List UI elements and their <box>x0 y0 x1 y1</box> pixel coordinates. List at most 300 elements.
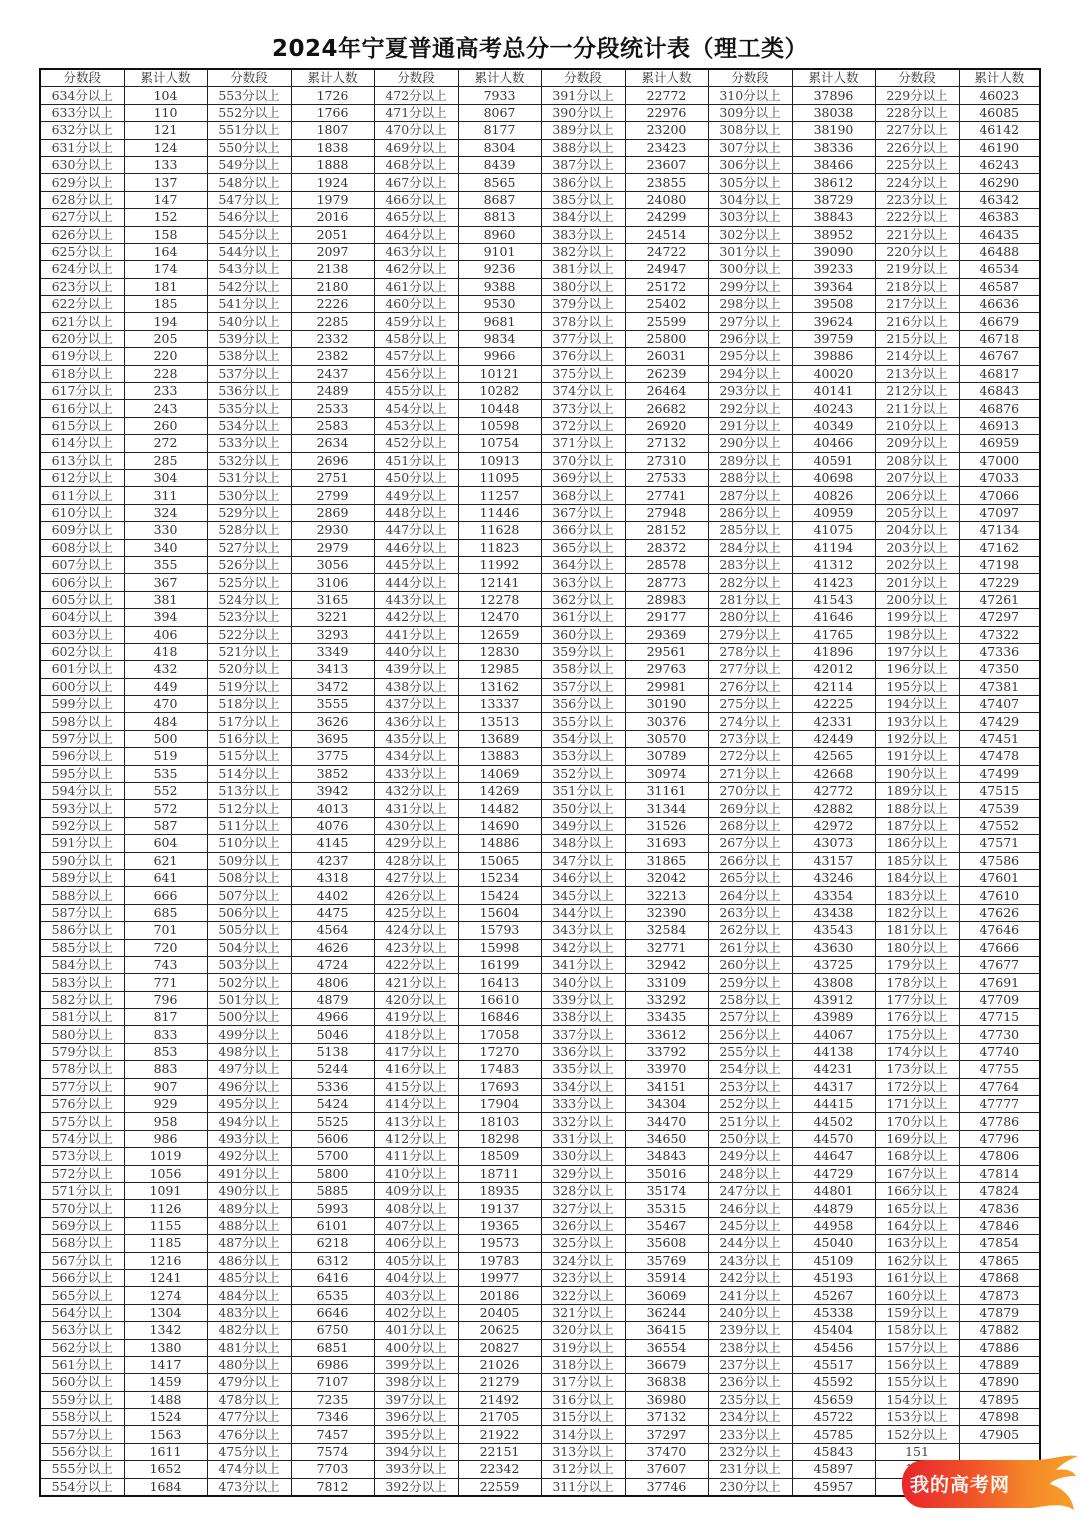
score-cell: 529分以上 <box>207 504 291 521</box>
cumulative-count-cell: 853 <box>124 1043 207 1060</box>
table-body <box>40 87 1040 1496</box>
score-cell: 209分以上 <box>875 435 959 452</box>
cumulative-count-cell: 47478 <box>959 748 1040 765</box>
score-cell: 334分以上 <box>541 1078 625 1095</box>
score-cell: 494分以上 <box>207 1113 291 1130</box>
score-cell: 396分以上 <box>374 1409 458 1426</box>
cumulative-count-cell: 37297 <box>625 1426 708 1443</box>
score-cell: 593分以上 <box>40 800 124 817</box>
score-cell: 469分以上 <box>374 139 458 156</box>
cumulative-count-cell: 1611 <box>124 1443 207 1460</box>
table-row <box>40 1356 1040 1373</box>
cumulative-count-cell: 34151 <box>625 1078 708 1095</box>
cumulative-count-cell: 958 <box>124 1113 207 1130</box>
cumulative-count-cell: 12278 <box>458 591 541 608</box>
cumulative-count-cell: 1216 <box>124 1252 207 1269</box>
cumulative-count-cell: 4564 <box>291 922 374 939</box>
cumulative-count-cell: 43157 <box>792 852 875 869</box>
cumulative-count-cell: 701 <box>124 922 207 939</box>
cumulative-count-cell: 31693 <box>625 835 708 852</box>
score-cell: 565分以上 <box>40 1287 124 1304</box>
score-cell: 363分以上 <box>541 574 625 591</box>
score-cell: 590分以上 <box>40 852 124 869</box>
cumulative-count-cell: 28372 <box>625 539 708 556</box>
score-cell: 230分以上 <box>708 1478 792 1496</box>
table-row <box>40 643 1040 660</box>
cumulative-count-cell: 6851 <box>291 1339 374 1356</box>
cumulative-count-cell: 44502 <box>792 1113 875 1130</box>
score-cell: 470分以上 <box>374 122 458 139</box>
cumulative-count-cell: 572 <box>124 800 207 817</box>
cumulative-count-cell: 47905 <box>959 1426 1040 1443</box>
score-cell: 328分以上 <box>541 1183 625 1200</box>
score-cell: 212分以上 <box>875 383 959 400</box>
score-cell: 582分以上 <box>40 991 124 1008</box>
cumulative-count-cell: 22772 <box>625 87 708 104</box>
cumulative-count-cell: 27533 <box>625 469 708 486</box>
cumulative-count-cell: 5800 <box>291 1165 374 1182</box>
header-score-range: 分数段 <box>207 69 291 87</box>
table-row <box>40 1443 1040 1460</box>
score-cell: 309分以上 <box>708 104 792 121</box>
score-cell: 327分以上 <box>541 1200 625 1217</box>
score-cell: 385分以上 <box>541 191 625 208</box>
score-cell: 542分以上 <box>207 278 291 295</box>
cumulative-count-cell: 104 <box>124 87 207 104</box>
cumulative-count-cell: 47261 <box>959 591 1040 608</box>
table-row <box>40 1426 1040 1443</box>
cumulative-count-cell: 304 <box>124 469 207 486</box>
score-cell: 626分以上 <box>40 226 124 243</box>
score-cell: 339分以上 <box>541 991 625 1008</box>
score-cell: 261分以上 <box>708 939 792 956</box>
cumulative-count-cell: 43354 <box>792 887 875 904</box>
cumulative-count-cell: 24947 <box>625 261 708 278</box>
cumulative-count-cell: 38190 <box>792 122 875 139</box>
score-cell: 345分以上 <box>541 887 625 904</box>
cumulative-count-cell: 174 <box>124 261 207 278</box>
score-cell: 290分以上 <box>708 435 792 452</box>
score-cell: 250分以上 <box>708 1130 792 1147</box>
cumulative-count-cell: 46959 <box>959 435 1040 452</box>
cumulative-count-cell: 40141 <box>792 383 875 400</box>
cumulative-count-cell: 20625 <box>458 1322 541 1339</box>
cumulative-count-cell: 47889 <box>959 1356 1040 1373</box>
score-cell: 600分以上 <box>40 678 124 695</box>
table-row <box>40 1478 1040 1496</box>
cumulative-count-cell: 39090 <box>792 243 875 260</box>
score-cell: 534分以上 <box>207 417 291 434</box>
cumulative-count-cell: 7457 <box>291 1426 374 1443</box>
cumulative-count-cell: 45843 <box>792 1443 875 1460</box>
table-row <box>40 887 1040 904</box>
score-cell: 615分以上 <box>40 417 124 434</box>
cumulative-count-cell: 1155 <box>124 1217 207 1234</box>
score-cell: 167分以上 <box>875 1165 959 1182</box>
cumulative-count-cell: 39508 <box>792 296 875 313</box>
score-cell: 536分以上 <box>207 383 291 400</box>
score-cell: 377分以上 <box>541 330 625 347</box>
score-cell: 627分以上 <box>40 209 124 226</box>
score-cell: 321分以上 <box>541 1304 625 1321</box>
score-cell: 305分以上 <box>708 174 792 191</box>
cumulative-count-cell: 23200 <box>625 122 708 139</box>
cumulative-count-cell: 47626 <box>959 904 1040 921</box>
score-cell: 163分以上 <box>875 1235 959 1252</box>
cumulative-count-cell: 36069 <box>625 1287 708 1304</box>
cumulative-count-cell: 11628 <box>458 522 541 539</box>
cumulative-count-cell: 45957 <box>792 1478 875 1496</box>
cumulative-count-cell: 41075 <box>792 522 875 539</box>
score-cell: 437分以上 <box>374 696 458 713</box>
score-cell: 599分以上 <box>40 696 124 713</box>
score-cell: 442分以上 <box>374 609 458 626</box>
score-cell: 234分以上 <box>708 1409 792 1426</box>
score-cell: 151 <box>875 1443 959 1460</box>
score-cell: 440分以上 <box>374 643 458 660</box>
cumulative-count-cell: 10754 <box>458 435 541 452</box>
score-cell: 153分以上 <box>875 1409 959 1426</box>
score-cell: 613分以上 <box>40 452 124 469</box>
score-cell: 544分以上 <box>207 243 291 260</box>
score-cell: 523分以上 <box>207 609 291 626</box>
cumulative-count-cell: 2533 <box>291 400 374 417</box>
score-cell: 495分以上 <box>207 1096 291 1113</box>
cumulative-count-cell: 15793 <box>458 922 541 939</box>
score-cell: 500分以上 <box>207 1009 291 1026</box>
score-cell: 588分以上 <box>40 887 124 904</box>
cumulative-count-cell: 47451 <box>959 730 1040 747</box>
score-cell: 515分以上 <box>207 748 291 765</box>
cumulative-count-cell: 233 <box>124 383 207 400</box>
score-cell: 152分以上 <box>875 1426 959 1443</box>
score-cell: 188分以上 <box>875 800 959 817</box>
score-cell: 157分以上 <box>875 1339 959 1356</box>
cumulative-count-cell: 2583 <box>291 417 374 434</box>
score-cell: 510分以上 <box>207 835 291 852</box>
score-cell: 279分以上 <box>708 626 792 643</box>
cumulative-count-cell: 26682 <box>625 400 708 417</box>
score-cell: 606分以上 <box>40 574 124 591</box>
cumulative-count-cell: 1488 <box>124 1391 207 1408</box>
cumulative-count-cell: 817 <box>124 1009 207 1026</box>
cumulative-count-cell: 38952 <box>792 226 875 243</box>
cumulative-count-cell: 32042 <box>625 869 708 886</box>
cumulative-count-cell: 45592 <box>792 1374 875 1391</box>
score-cell: 228分以上 <box>875 104 959 121</box>
table-row <box>40 591 1040 608</box>
score-cell: 183分以上 <box>875 887 959 904</box>
cumulative-count-cell: 1652 <box>124 1461 207 1478</box>
cumulative-count-cell: 194 <box>124 313 207 330</box>
score-cell: 554分以上 <box>40 1478 124 1496</box>
score-cell: 332分以上 <box>541 1113 625 1130</box>
score-cell: 447分以上 <box>374 522 458 539</box>
score-cell: 585分以上 <box>40 939 124 956</box>
score-cell: 573分以上 <box>40 1148 124 1165</box>
cumulative-count-cell: 14069 <box>458 765 541 782</box>
score-cell: 537分以上 <box>207 365 291 382</box>
cumulative-count-cell: 47097 <box>959 504 1040 521</box>
cumulative-count-cell: 46085 <box>959 104 1040 121</box>
cumulative-count-cell: 38729 <box>792 191 875 208</box>
score-cell: 330分以上 <box>541 1148 625 1165</box>
cumulative-count-cell: 47297 <box>959 609 1040 626</box>
score-cell: 566分以上 <box>40 1269 124 1286</box>
cumulative-count-cell: 986 <box>124 1130 207 1147</box>
score-cell: 358分以上 <box>541 661 625 678</box>
score-cell: 387分以上 <box>541 156 625 173</box>
score-cell: 273分以上 <box>708 730 792 747</box>
cumulative-count-cell: 47814 <box>959 1165 1040 1182</box>
cumulative-count-cell: 3942 <box>291 783 374 800</box>
cumulative-count-cell: 4402 <box>291 887 374 904</box>
cumulative-count-cell: 587 <box>124 817 207 834</box>
cumulative-count-cell: 2016 <box>291 209 374 226</box>
cumulative-count-cell: 18509 <box>458 1148 541 1165</box>
score-cell: 251分以上 <box>708 1113 792 1130</box>
cumulative-count-cell: 28773 <box>625 574 708 591</box>
cumulative-count-cell: 1726 <box>291 87 374 104</box>
score-cell: 407分以上 <box>374 1217 458 1234</box>
cumulative-count-cell: 500 <box>124 730 207 747</box>
table-row <box>40 487 1040 504</box>
cumulative-count-cell: 22342 <box>458 1461 541 1478</box>
cumulative-count-cell: 1766 <box>291 104 374 121</box>
cumulative-count-cell: 35016 <box>625 1165 708 1182</box>
score-cell: 577分以上 <box>40 1078 124 1095</box>
cumulative-count-cell: 535 <box>124 765 207 782</box>
watermark-text: 我的高考网 <box>910 1474 1011 1496</box>
table-row <box>40 191 1040 208</box>
score-cell: 438分以上 <box>374 678 458 695</box>
cumulative-count-cell: 3413 <box>291 661 374 678</box>
score-cell: 560分以上 <box>40 1374 124 1391</box>
header-cumulative-count: 累计人数 <box>291 69 374 87</box>
cumulative-count-cell: 4806 <box>291 974 374 991</box>
cumulative-count-cell: 46190 <box>959 139 1040 156</box>
score-cell: 417分以上 <box>374 1043 458 1060</box>
score-cell: 394分以上 <box>374 1443 458 1460</box>
cumulative-count-cell: 45785 <box>792 1426 875 1443</box>
score-cell: 168分以上 <box>875 1148 959 1165</box>
cumulative-count-cell: 13337 <box>458 696 541 713</box>
cumulative-count-cell: 8687 <box>458 191 541 208</box>
cumulative-count-cell: 1459 <box>124 1374 207 1391</box>
score-cell: 466分以上 <box>374 191 458 208</box>
score-cell: 448分以上 <box>374 504 458 521</box>
cumulative-count-cell: 4013 <box>291 800 374 817</box>
score-cell: 530分以上 <box>207 487 291 504</box>
score-cell: 543分以上 <box>207 261 291 278</box>
score-cell: 426分以上 <box>374 887 458 904</box>
score-cell: 301分以上 <box>708 243 792 260</box>
cumulative-count-cell: 4626 <box>291 939 374 956</box>
cumulative-count-cell: 47740 <box>959 1043 1040 1060</box>
table-row <box>40 609 1040 626</box>
cumulative-count-cell: 40959 <box>792 504 875 521</box>
score-cell: 522分以上 <box>207 626 291 643</box>
score-cell: 520分以上 <box>207 661 291 678</box>
score-cell: 180分以上 <box>875 939 959 956</box>
score-cell: 298分以上 <box>708 296 792 313</box>
cumulative-count-cell: 5424 <box>291 1096 374 1113</box>
cumulative-count-cell: 35608 <box>625 1235 708 1252</box>
score-cell: 472分以上 <box>374 87 458 104</box>
score-cell: 563分以上 <box>40 1322 124 1339</box>
score-cell: 434分以上 <box>374 748 458 765</box>
table-row <box>40 626 1040 643</box>
cumulative-count-cell: 340 <box>124 539 207 556</box>
table-row <box>40 1235 1040 1252</box>
cumulative-count-cell: 32390 <box>625 904 708 921</box>
score-cell: 296分以上 <box>708 330 792 347</box>
table-row <box>40 956 1040 973</box>
score-cell: 419分以上 <box>374 1009 458 1026</box>
score-cell: 281分以上 <box>708 591 792 608</box>
page-title: 2024年宁夏普通高考总分一分段统计表（理工类） <box>271 36 808 62</box>
cumulative-count-cell: 33970 <box>625 1061 708 1078</box>
cumulative-count-cell: 8177 <box>458 122 541 139</box>
cumulative-count-cell: 47571 <box>959 835 1040 852</box>
cumulative-count-cell: 19137 <box>458 1200 541 1217</box>
score-cell: 203分以上 <box>875 539 959 556</box>
score-cell: 493分以上 <box>207 1130 291 1147</box>
score-cell: 610分以上 <box>40 504 124 521</box>
cumulative-count-cell: 519 <box>124 748 207 765</box>
cumulative-count-cell: 41765 <box>792 626 875 643</box>
score-cell: 488分以上 <box>207 1217 291 1234</box>
cumulative-count-cell: 47677 <box>959 956 1040 973</box>
score-cell: 208分以上 <box>875 452 959 469</box>
score-cell: 232分以上 <box>708 1443 792 1460</box>
score-cell: 226分以上 <box>875 139 959 156</box>
score-cell: 275分以上 <box>708 696 792 713</box>
cumulative-count-cell: 45267 <box>792 1287 875 1304</box>
score-cell: 421分以上 <box>374 974 458 991</box>
cumulative-count-cell: 5700 <box>291 1148 374 1165</box>
score-cell: 343分以上 <box>541 922 625 939</box>
score-cell: 348分以上 <box>541 835 625 852</box>
score-cell: 481分以上 <box>207 1339 291 1356</box>
cumulative-count-cell: 9101 <box>458 243 541 260</box>
score-cell: 511分以上 <box>207 817 291 834</box>
cumulative-count-cell: 30376 <box>625 713 708 730</box>
score-cell: 513分以上 <box>207 783 291 800</box>
cumulative-count-cell: 3472 <box>291 678 374 695</box>
table-row <box>40 330 1040 347</box>
cumulative-count-cell: 1924 <box>291 174 374 191</box>
cumulative-count-cell: 13883 <box>458 748 541 765</box>
cumulative-count-cell: 6646 <box>291 1304 374 1321</box>
cumulative-count-cell: 3106 <box>291 574 374 591</box>
table-row <box>40 417 1040 434</box>
cumulative-count-cell: 394 <box>124 609 207 626</box>
cumulative-count-cell: 15424 <box>458 887 541 904</box>
cumulative-count-cell: 22151 <box>458 1443 541 1460</box>
table-row <box>40 852 1040 869</box>
score-cell: 335分以上 <box>541 1061 625 1078</box>
score-cell: 539分以上 <box>207 330 291 347</box>
cumulative-count-cell: 25599 <box>625 313 708 330</box>
score-cell: 509分以上 <box>207 852 291 869</box>
score-cell: 457分以上 <box>374 348 458 365</box>
score-cell: 595分以上 <box>40 765 124 782</box>
cumulative-count-cell: 5336 <box>291 1078 374 1095</box>
cumulative-count-cell: 44231 <box>792 1061 875 1078</box>
score-cell: 399分以上 <box>374 1356 458 1373</box>
cumulative-count-cell: 15065 <box>458 852 541 869</box>
table-row <box>40 696 1040 713</box>
cumulative-count-cell: 45517 <box>792 1356 875 1373</box>
table-row <box>40 1183 1040 1200</box>
cumulative-count-cell: 46435 <box>959 226 1040 243</box>
score-cell: 623分以上 <box>40 278 124 295</box>
score-cell: 295分以上 <box>708 348 792 365</box>
score-cell: 229分以上 <box>875 87 959 104</box>
table-row <box>40 574 1040 591</box>
cumulative-count-cell: 40020 <box>792 365 875 382</box>
cumulative-count-cell: 47610 <box>959 887 1040 904</box>
cumulative-count-cell: 44415 <box>792 1096 875 1113</box>
cumulative-count-cell: 2051 <box>291 226 374 243</box>
cumulative-count-cell: 47824 <box>959 1183 1040 1200</box>
cumulative-count-cell: 1241 <box>124 1269 207 1286</box>
cumulative-count-cell: 20827 <box>458 1339 541 1356</box>
cumulative-count-cell: 21492 <box>458 1391 541 1408</box>
cumulative-count-cell: 17483 <box>458 1061 541 1078</box>
table-row <box>40 1200 1040 1217</box>
score-cell: 552分以上 <box>207 104 291 121</box>
table-row <box>40 835 1040 852</box>
table-row <box>40 261 1040 278</box>
cumulative-count-cell: 26920 <box>625 417 708 434</box>
table-row <box>40 1339 1040 1356</box>
score-cell: 172分以上 <box>875 1078 959 1095</box>
score-cell: 300分以上 <box>708 261 792 278</box>
table-row <box>40 400 1040 417</box>
cumulative-count-cell: 13162 <box>458 678 541 695</box>
cumulative-count-cell: 16846 <box>458 1009 541 1026</box>
cumulative-count-cell: 35467 <box>625 1217 708 1234</box>
score-cell: 267分以上 <box>708 835 792 852</box>
cumulative-count-cell: 45040 <box>792 1235 875 1252</box>
cumulative-count-cell: 8565 <box>458 174 541 191</box>
score-cell: 496分以上 <box>207 1078 291 1095</box>
score-cell: 450分以上 <box>374 469 458 486</box>
score-cell: 187分以上 <box>875 817 959 834</box>
cumulative-count-cell: 22976 <box>625 104 708 121</box>
cumulative-count-cell: 23855 <box>625 174 708 191</box>
cumulative-count-cell: 47429 <box>959 713 1040 730</box>
score-cell: 362分以上 <box>541 591 625 608</box>
cumulative-count-cell: 47868 <box>959 1269 1040 1286</box>
table-row <box>40 435 1040 452</box>
cumulative-count-cell: 23607 <box>625 156 708 173</box>
table-row <box>40 748 1040 765</box>
cumulative-count-cell: 47586 <box>959 852 1040 869</box>
cumulative-count-cell: 621 <box>124 852 207 869</box>
cumulative-count-cell: 40243 <box>792 400 875 417</box>
cumulative-count-cell: 720 <box>124 939 207 956</box>
score-cell: 351分以上 <box>541 783 625 800</box>
score-cell: 436分以上 <box>374 713 458 730</box>
score-cell: 271分以上 <box>708 765 792 782</box>
score-cell: 185分以上 <box>875 852 959 869</box>
cumulative-count-cell: 907 <box>124 1078 207 1095</box>
cumulative-count-cell: 7346 <box>291 1409 374 1426</box>
score-cell: 231分以上 <box>708 1461 792 1478</box>
